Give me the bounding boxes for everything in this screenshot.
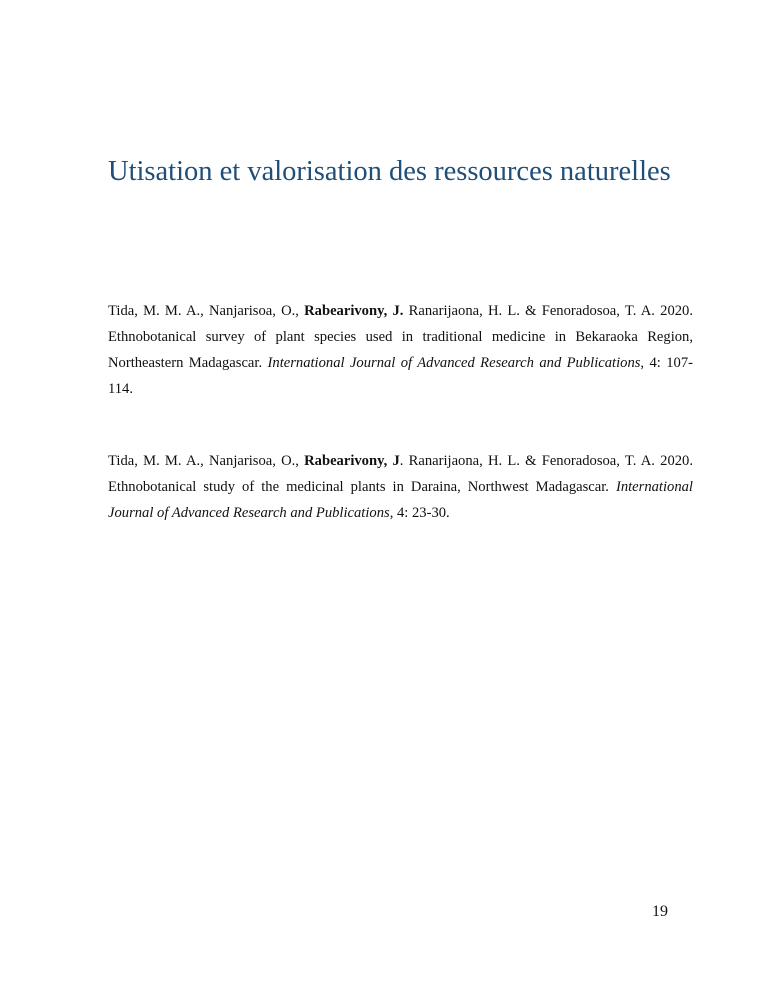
- reference-entry: [108, 448, 693, 526]
- reference-details: Ranarijaona, H. L. & Fenoradosoa, T. A. 2020. Ethnobotanical survey of plant species used in traditional medicine in Bekaraoka Region, Northeastern Madagascar.: [108, 303, 693, 371]
- reference-highlight-author: Rabearivony, J.: [304, 303, 404, 319]
- reference-journal: International Journal of Advanced Research and Publications: [267, 355, 641, 371]
- reference-authors: Tida, M. M. A., Nanjarisoa, O.,: [108, 453, 305, 469]
- reference-highlight-author: Rabearivony, J: [304, 453, 400, 469]
- reference-volume-pages: , 4: 23-30.: [389, 505, 450, 521]
- reference-journal: International Journal of Advanced Research and Publications: [108, 479, 693, 521]
- reference-details: . Ranarijaona, H. L. & Fenoradosoa, T. A. 2020. Ethnobotanical study of the medicinal plants in Daraina, Northwest Madagascar.: [108, 453, 693, 495]
- section-heading: Utisation et valorisation des ressources naturelles: [108, 156, 671, 187]
- reference-authors: Tida, M. M. A., Nanjarisoa, O.,: [108, 303, 305, 319]
- reference-entry: [108, 298, 693, 402]
- reference-volume-pages: , 4: 107-114.: [108, 355, 693, 397]
- page-number: 19: [652, 903, 668, 920]
